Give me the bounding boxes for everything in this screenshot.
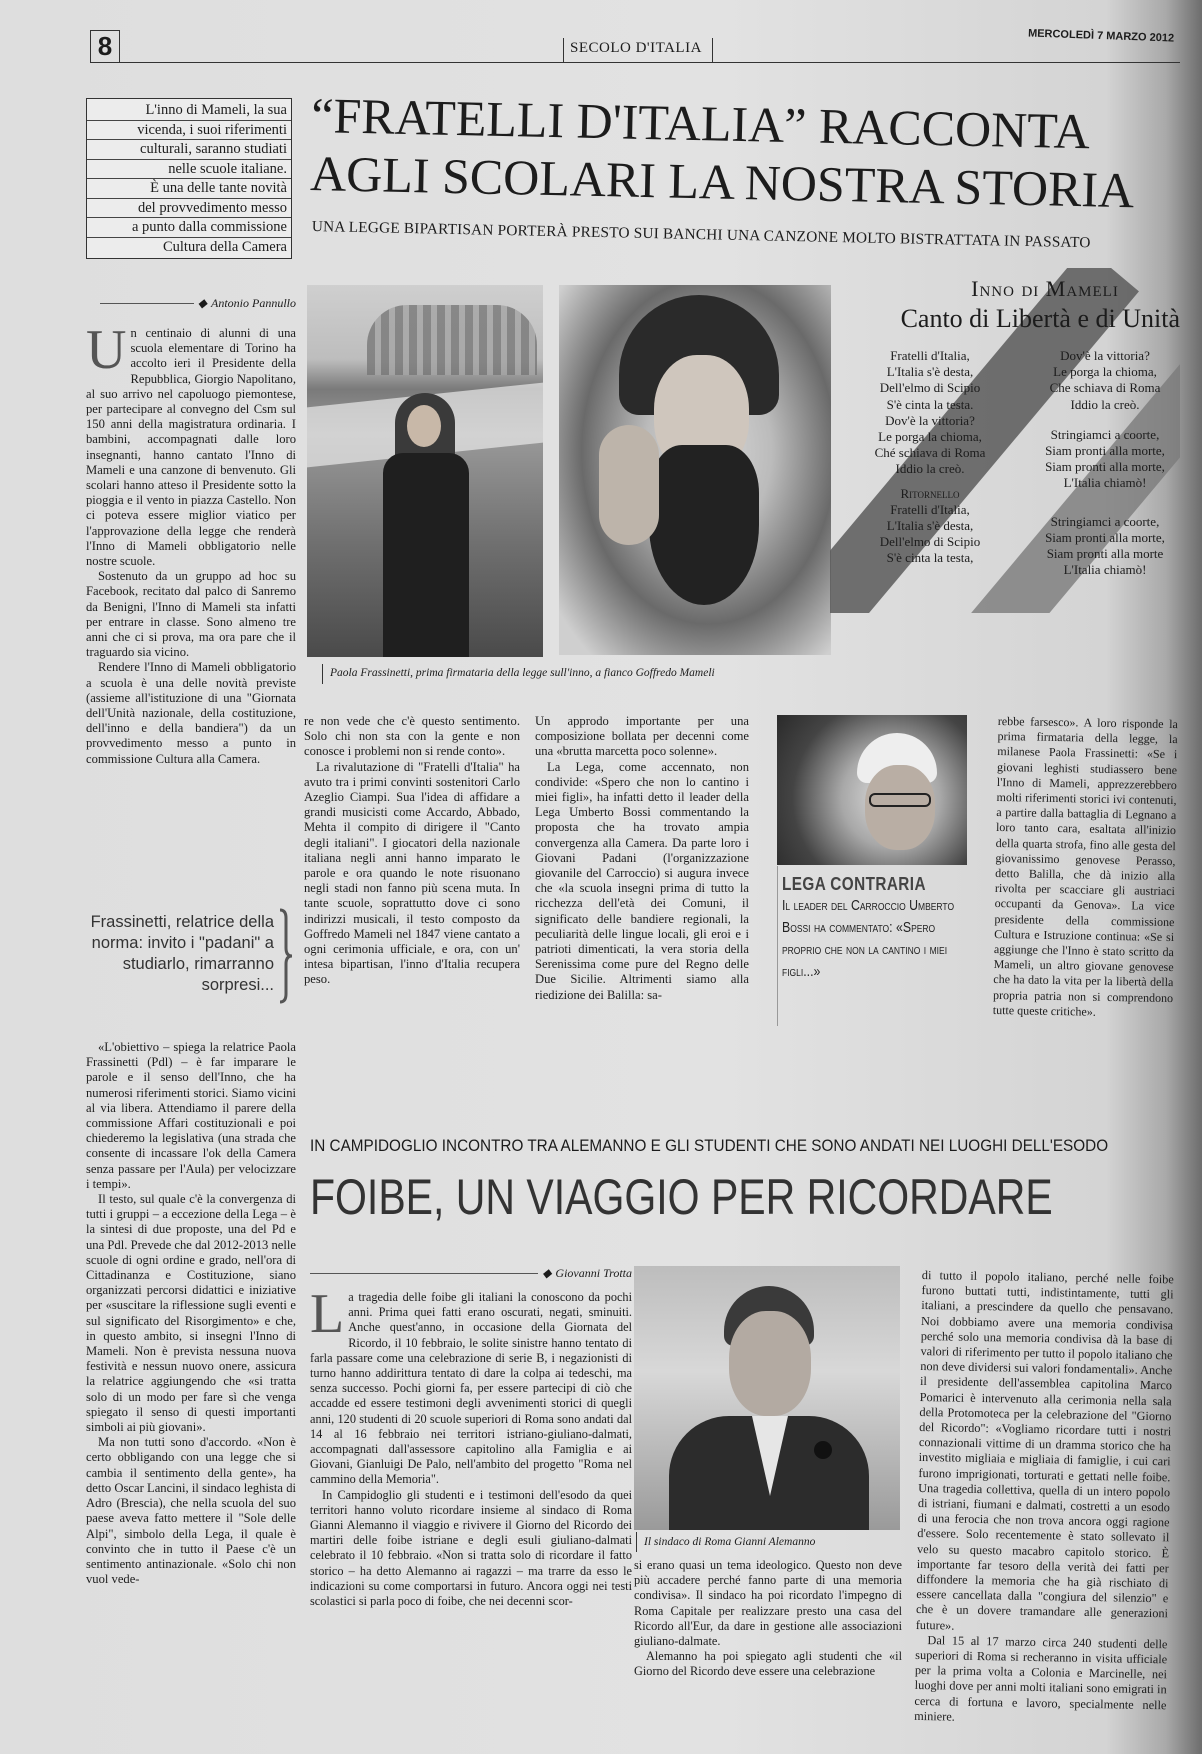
- article-paragraph: [86, 326, 296, 569]
- author-name: Antonio Pannullo: [211, 296, 296, 310]
- article-paragraph: Ma non tutti sono d'accordo. «Non è certo obbligando con una legge che si cambia il sentimento della gente», ha detto Oscar Lancini, il sindaco leghista di Adro (Brescia), che nella scuola del suo paese aveva fatto mettere il "Sole delle Alpi", simbolo della Lega, il quale è convinto che in tutto il Paese c'è un sentimento antinazionale. «Solo chi non vuol vede-: [86, 1435, 296, 1587]
- poem-verse: L'Italia chiamò!: [1063, 562, 1147, 578]
- microphone-icon: [814, 1441, 832, 1459]
- face-shape: [865, 765, 935, 850]
- article-paragraph: di tutto il popolo italiano, perché nelle foibe furono buttati tutti, indistintamente, tutti gli italiani, a prescindere da quello che pensavano. Noi dobbiamo avere una memoria condivisa perché solo una memoria condivisa dà la base di valori di riferimento per tutto il popolo italiano che non deve dividersi sui valori fondamentali». Anche il presidente dell'assemblea capitolina Marco Pomarici è intervenuto alla cerimonia nella sala della Protomoteca per la celebrazione del "Giorno del Ricordo": «Vogliamo ricordare tutti i nostri connazionali vittime di un dramma storico che ha investito migliaia e migliaia di famiglie, i cui cari furono imprigionati, torturati e gettati nelle foibe. Una tragedia collettiva, quella di un intero popolo di istriani, fiumani e dalmati, costretti a un esodo di una ferocia che non trova ancora oggi ragione d'essere. Solo recentemente è stato sollevato il velo su questo macabro capitolo storico. È importante far tesoro della verità dei fatti per diffondere la memoria che ha già rischiato di essere cancellata dalla "congiura del silenzio" e che è un dovere tramandare alle generazioni future».: [915, 1268, 1174, 1633]
- poem-verse: Siam pronti alla morte: [1046, 546, 1164, 562]
- header-divider-left: [563, 38, 564, 62]
- poem-verse: Le porga la chioma,: [1053, 364, 1157, 380]
- portrait-goffredo-mameli: [559, 285, 831, 655]
- headline-line-1: “FRATELLI D'ITALIA” RACCONTA: [310, 86, 1091, 160]
- bossi-box-title: LEGA CONTRARIA: [782, 874, 926, 894]
- author-name: Giovanni Trotta: [555, 1266, 632, 1280]
- poem-verse: Siam pronti alla morte,: [1045, 529, 1165, 545]
- main-subhead: UNA LEGGE BIPARTISAN PORTERÀ PRESTO SUI BANCHI UNA CANZONE MOLTO BISTRATTATA IN PASSATO: [311, 218, 1091, 252]
- poem-verse: Ché schiava di Roma: [874, 445, 986, 461]
- newspaper-name: SECOLO D'ITALIA: [570, 40, 702, 56]
- foibe-headline: FOIBE, UN VIAGGIO PER RICORDARE: [310, 1169, 1053, 1225]
- article-column-1a: [86, 326, 296, 886]
- poem-box: [830, 268, 1180, 613]
- poem-verse: S'è cinta la testa.: [886, 396, 974, 412]
- issue-date: MERCOLEDÌ 7 MARZO 2012: [1027, 27, 1175, 45]
- summary-box: [86, 98, 292, 259]
- poem-verse: L'Italia chiamò!: [1063, 475, 1147, 491]
- page-number: 8: [90, 30, 120, 62]
- poem-verse: Dov'è la vittoria?: [885, 412, 975, 428]
- photo-caption: Il sindaco di Roma Gianni Alemanno: [644, 1536, 816, 1548]
- article-paragraph: Il testo, sul quale c'è la convergenza di tutti i gruppi – a eccezione della Lega – è la sintesi di due proposte, una del Pd e una Pdl. Prevede che dal 2012-2013 nelle scuole di ogni ordine e grado, nell'ora di Cittadinanza e Costituzione, siano organizzati percorsi didattici e iniziative per «suscitare la riflessione sugli eventi e sul significato del Risorgimento» e che, in questo ambito, si insegni l'Inno di Mameli. Non è prevista nessuna nuova festività e nessun nuovo onere, assicura la relatrice aggiungendo che «si tratta solo di un modo per fare sì che venga spiegato il senso di questi importanti simboli ai più giovani».: [86, 1192, 296, 1435]
- pull-quote: Frassinetti, relatrice della norma: invito i "padani" a studiarlo, rimarranno sorpresi...: [90, 913, 274, 994]
- bossi-box-rule: [777, 866, 778, 1026]
- poem-verse: Le porga la chioma,: [878, 429, 982, 445]
- poem-verse: Dell'elmo di Scipio: [879, 380, 981, 396]
- poem-verse: Fratelli d'Italia,: [890, 348, 970, 363]
- poem-verse: Fratelli d'Italia,: [890, 501, 970, 517]
- summary-line: È una delle tante novità: [87, 179, 291, 199]
- article-column-5: [992, 714, 1178, 1079]
- poem-verse: Dov'è la vittoria?: [1060, 348, 1150, 363]
- header-rule: [90, 62, 1180, 63]
- diamond-icon: ◆: [197, 296, 207, 310]
- article-column-3: [535, 714, 749, 1076]
- article-paragraph: [310, 1290, 632, 1488]
- beard-shape: [649, 445, 759, 605]
- article-paragraph: La Lega, come accennato, non condivide: «Spero che non lo cantino i miei figli», ha infatti detto il leader della Lega Umberto Bossi commentando la proposta che ha trovato ampia convergenza alla Camera. Da parte loro i Giovani Padani (l'organizzazione giovanile del Carroccio) si augura invece che «la scuola insegni prima di tutto la ricchezza dell'età dei Comuni, il significato delle bandiere regionali, la peculiarità delle lingue locali, gli eroi e i patrioti dimenticati, la vera storia della Serenissima come pure del Regno delle Due Sicilie. Altrimenti siamo alla riedizione dei Balilla: sa-: [535, 759, 749, 1002]
- poem-verse: L'Italia s'è desta,: [886, 518, 974, 534]
- poem-right-column: [1035, 348, 1175, 578]
- summary-line: Cultura della Camera: [162, 238, 287, 255]
- photo-caption: Paola Frassinetti, prima firmataria della legge sull'inno, a fianco Goffredo Mameli: [330, 667, 715, 679]
- article-paragraph: La rivalutazione di "Fratelli d'Italia" ha avuto tra i primi convinti sostenitori Carlo Azeglio Ciampi. Sua l'idea di affidare a grandi musicisti come Accardo, Abbado, Mehta il compito di dirigere il "Canto degli italiani". I giocatori della nazionale italiana negli anni hanno imparato le parole e ora quando le note risuonano negli stadi non fanno più scena muta. In tante scuole, soprattutto dove ci sono indirizzi musicali, il testo composto da Goffredo Mameli nel 1847 viene cantato a ogni cerimonia ufficiale, e ora, con un' intesa bipartisan, l'inno d'Italia recupera peso.: [304, 759, 520, 987]
- poem-verse: Dell'elmo di Scipio: [879, 534, 981, 550]
- photo-umberto-bossi: [777, 715, 967, 865]
- article-paragraph: In Campidoglio gli studenti e i testimoni dell'esodo da quei territori hanno voluto ricordare insieme al sindaco di Roma Gianni Alemanno il viaggio e rivivere il Giorno del Ricordo dei martiri delle foibe istriane e degli esuli giuliano-dalmati celebrato il 10 febbraio. «Non si tratta solo di ricordare il fatto storico – ha detto Alemanno ai ragazzi – ma trarre da esso le indicazioni su come comportarsi in futuro. Ancora oggi nei testi scolastici si parla poco di foibe, che nei decenni scor-: [310, 1487, 632, 1609]
- colosseum-shape: [367, 305, 537, 375]
- article-column-1b: [86, 1040, 296, 1750]
- summary-line: del provvedimento messo: [87, 199, 291, 219]
- poem-verse: S'è cinta la testa,: [886, 550, 974, 566]
- diamond-icon: ◆: [542, 1266, 552, 1280]
- poem-left-column: [860, 348, 1000, 567]
- poem-verse: Siam pronti alla morte,: [1045, 443, 1165, 459]
- byline: [310, 1266, 632, 1281]
- refrain-label: Ritornello: [900, 485, 960, 501]
- bossi-box-text: Il leader del Carroccio Umberto Bossi ha commentato: «Spero proprio che non la cantino i miei figli...»: [782, 898, 955, 980]
- pull-quote-brace: [278, 908, 294, 1004]
- summary-line: a punto dalla commissione: [87, 218, 291, 238]
- photo-gianni-alemanno: [634, 1266, 900, 1530]
- drop-cap: U: [86, 326, 127, 381]
- poem-verse: Stringiamci a coorte,: [1050, 513, 1160, 529]
- foibe-column-2: [634, 1558, 902, 1748]
- poem-subtitle: Canto di Libertà e di Unità: [900, 304, 1180, 333]
- summary-line: vicenda, i suoi riferimenti: [87, 121, 291, 141]
- glasses-shape: [869, 793, 931, 807]
- article-paragraph: Sostenuto da un gruppo ad hoc su Facebook, recitato dal palco di Sanremo da Benigni, l'Inno di Mameli sta infatti per entrare in classe. Sono almeno tre anni che ci si prova, ma ora pare che il traguardo sia vicino.: [86, 569, 296, 660]
- main-headline: [310, 86, 1192, 220]
- article-paragraph: rebbe farsesco». A loro risponde la prima firmataria della legge, la milanese Paola Frassinetti: «Se i giovani leghisti studiassero bene l'Inno di Mameli, apprezzerebbero molti riferimenti storici ivi contenuti, a partire dalla battaglia di Legnano a loro tanto cara, esaltata all'inizio della quarta strofa, fino alle gesta del giovanissimo genovese Perasso, detto Balilla, che dà inizio alla rivolta per scacciare gli austriaci occupanti da Genova». La vice presidente della commissione Cultura e Istruzione continua: «Se si aggiunge che l'Inno è stato scritto da Mameli, un altro giovane genovese che ha dato la vita per la libertà della propria patria non si comprendono tutte queste critiche».: [992, 714, 1178, 1019]
- caption-rule: [322, 664, 323, 684]
- poem-verse: Iddio la creò.: [895, 461, 965, 477]
- foibe-kicker: IN CAMPIDOGLIO INCONTRO TRA ALEMANNO E GLI STUDENTI CHE SONO ANDATI NEI LUOGHI DELL'ESODO: [310, 1136, 1109, 1155]
- poem-verse: Che schiava di Roma: [1049, 380, 1161, 396]
- headline-line-2: AGLI SCOLARI LA NOSTRA STORIA: [309, 144, 1135, 219]
- foibe-column-1: [310, 1290, 632, 1746]
- article-paragraph: si erano quasi un tema ideologico. Questo non deve più accadere perché fanno parte di una memoria condivisa». Il sindaco ha poi ricordato l'impegno di Roma Capitale per realizzare presto una casa del Ricordo all'Eur, da dare in gestione alle associazioni giuliano-dalmate.: [634, 1558, 902, 1649]
- bossi-box: [782, 874, 972, 983]
- poem-verse: Stringiamci a coorte,: [1050, 426, 1160, 442]
- header-divider-right: [712, 38, 713, 62]
- byline-rule: [100, 303, 194, 304]
- summary-line: L'inno di Mameli, la sua: [87, 101, 291, 121]
- poem-verse: Siam pronti alla morte,: [1045, 459, 1165, 475]
- article-paragraph: Alemanno ha poi spiegato agli studenti che «il Giorno del Ricordo deve essere una celebrazione: [634, 1649, 902, 1679]
- article-paragraph: «L'obiettivo – spiega la relatrice Paola Frassinetti (Pdl) – è far imparare le parole e il senso dell'Inno, che ha numerosi riferimenti storici. Siamo vicini al via libera. Attendiamo il parere della commissione Affari costituzionali e poi chiederemo la legislativa (una strada che consente di incassare l'ok della Camera senza passare per l'Aula) per velocizzare i tempi».: [86, 1040, 296, 1191]
- face-shape: [729, 1311, 811, 1416]
- paragraph-text: n centinaio di alunni di una scuola elementare di Torino ha accolto ieri il Presidente della Repubblica, Giorgio Napolitano, al suo arrivo nel capoluogo piemontese, per partecipare al convegno del Csm sul 150 anni della magistratura ordinaria. I bambini, accompagnati dalle loro insegnanti, hanno cantato l'Inno di Mameli e una canzone di benvenuto. Gli scolari hanno atteso il Presidente sotto la pioggia e il vento in piazza Castello. Non ci poteva essere miglior viatico per l'approvazione della legge che renderà l'Inno di Mameli obbligatorio nelle nostre scuole.: [86, 326, 296, 569]
- byline-rule: [310, 1273, 538, 1274]
- person-coat: [383, 453, 469, 657]
- article-column-2: [304, 714, 520, 1076]
- photo-frassinetti: [307, 285, 543, 657]
- summary-line: culturali, saranno studiati: [87, 140, 291, 160]
- foibe-column-3: [914, 1268, 1174, 1752]
- article-paragraph: re non vede che c'è questo sentimento. Solo chi non sta con la gente e non conosce i problemi non si rende conto».: [304, 714, 520, 759]
- hand-shape: [599, 425, 659, 545]
- drop-cap: L: [310, 1290, 345, 1345]
- poem-verse: L'Italia s'è desta,: [886, 364, 974, 380]
- article-paragraph: Un approdo importante per una composizione bollata per decenni come una «brutta marcetta poco solenne».: [535, 714, 749, 759]
- byline: [100, 296, 296, 311]
- article-paragraph: Rendere l'Inno di Mameli obbligatorio a scuola è una delle novità previste (assieme all'istituzione di una "Giornata dell'Unità nazionale, della costituzione, dell'inno e della bandiera") da un provvedimento messo a punto in commissione Cultura alla Camera.: [86, 660, 296, 766]
- poem-verse: Iddio la creò.: [1070, 396, 1140, 412]
- person-face: [407, 405, 441, 447]
- caption-rule: [636, 1532, 637, 1552]
- article-paragraph: Dal 15 al 17 marzo circa 240 studenti delle superiori di Roma si recheranno in visita ufficiale per la prima volta a Colonia e Marcinelle, nei luoghi dove per anni molti italiani sono emigrati in cerca di fortuna e lavoro, specialmente nelle miniere.: [914, 1633, 1168, 1724]
- summary-line: nelle scuole italiane.: [87, 160, 291, 180]
- poem-title: Inno di Mameli: [971, 276, 1119, 301]
- paragraph-text: a tragedia delle foibe gli italiani la conoscono da pochi anni. Prima quei fatti erano oscurati, negati, sminuiti. Anche quest'anno, in occasione della Giornata del Ricordo, il 10 febbraio, le solite sinistre hanno tentato di farla passare come una celebrazione di serie B, i negazionisti di turno hanno addirittura tentato di dare la colpa ai tedeschi, ma senza successo. Pochi giorni fa, per essere partecipi di ciò che accadde ed essere testimoni degli avvenimenti storici di quegli anni, 120 studenti di 20 scuole superiori di Roma sono andati dal 14 al 16 febbraio nei territori istriano-giuliano-dalmati, accompagnati dall'assessore capitolino alla Famiglia e ai Giovani, Gianluigi De Palo, nell'ambito del progetto "Roma nel cammino della Memoria".: [310, 1290, 632, 1487]
